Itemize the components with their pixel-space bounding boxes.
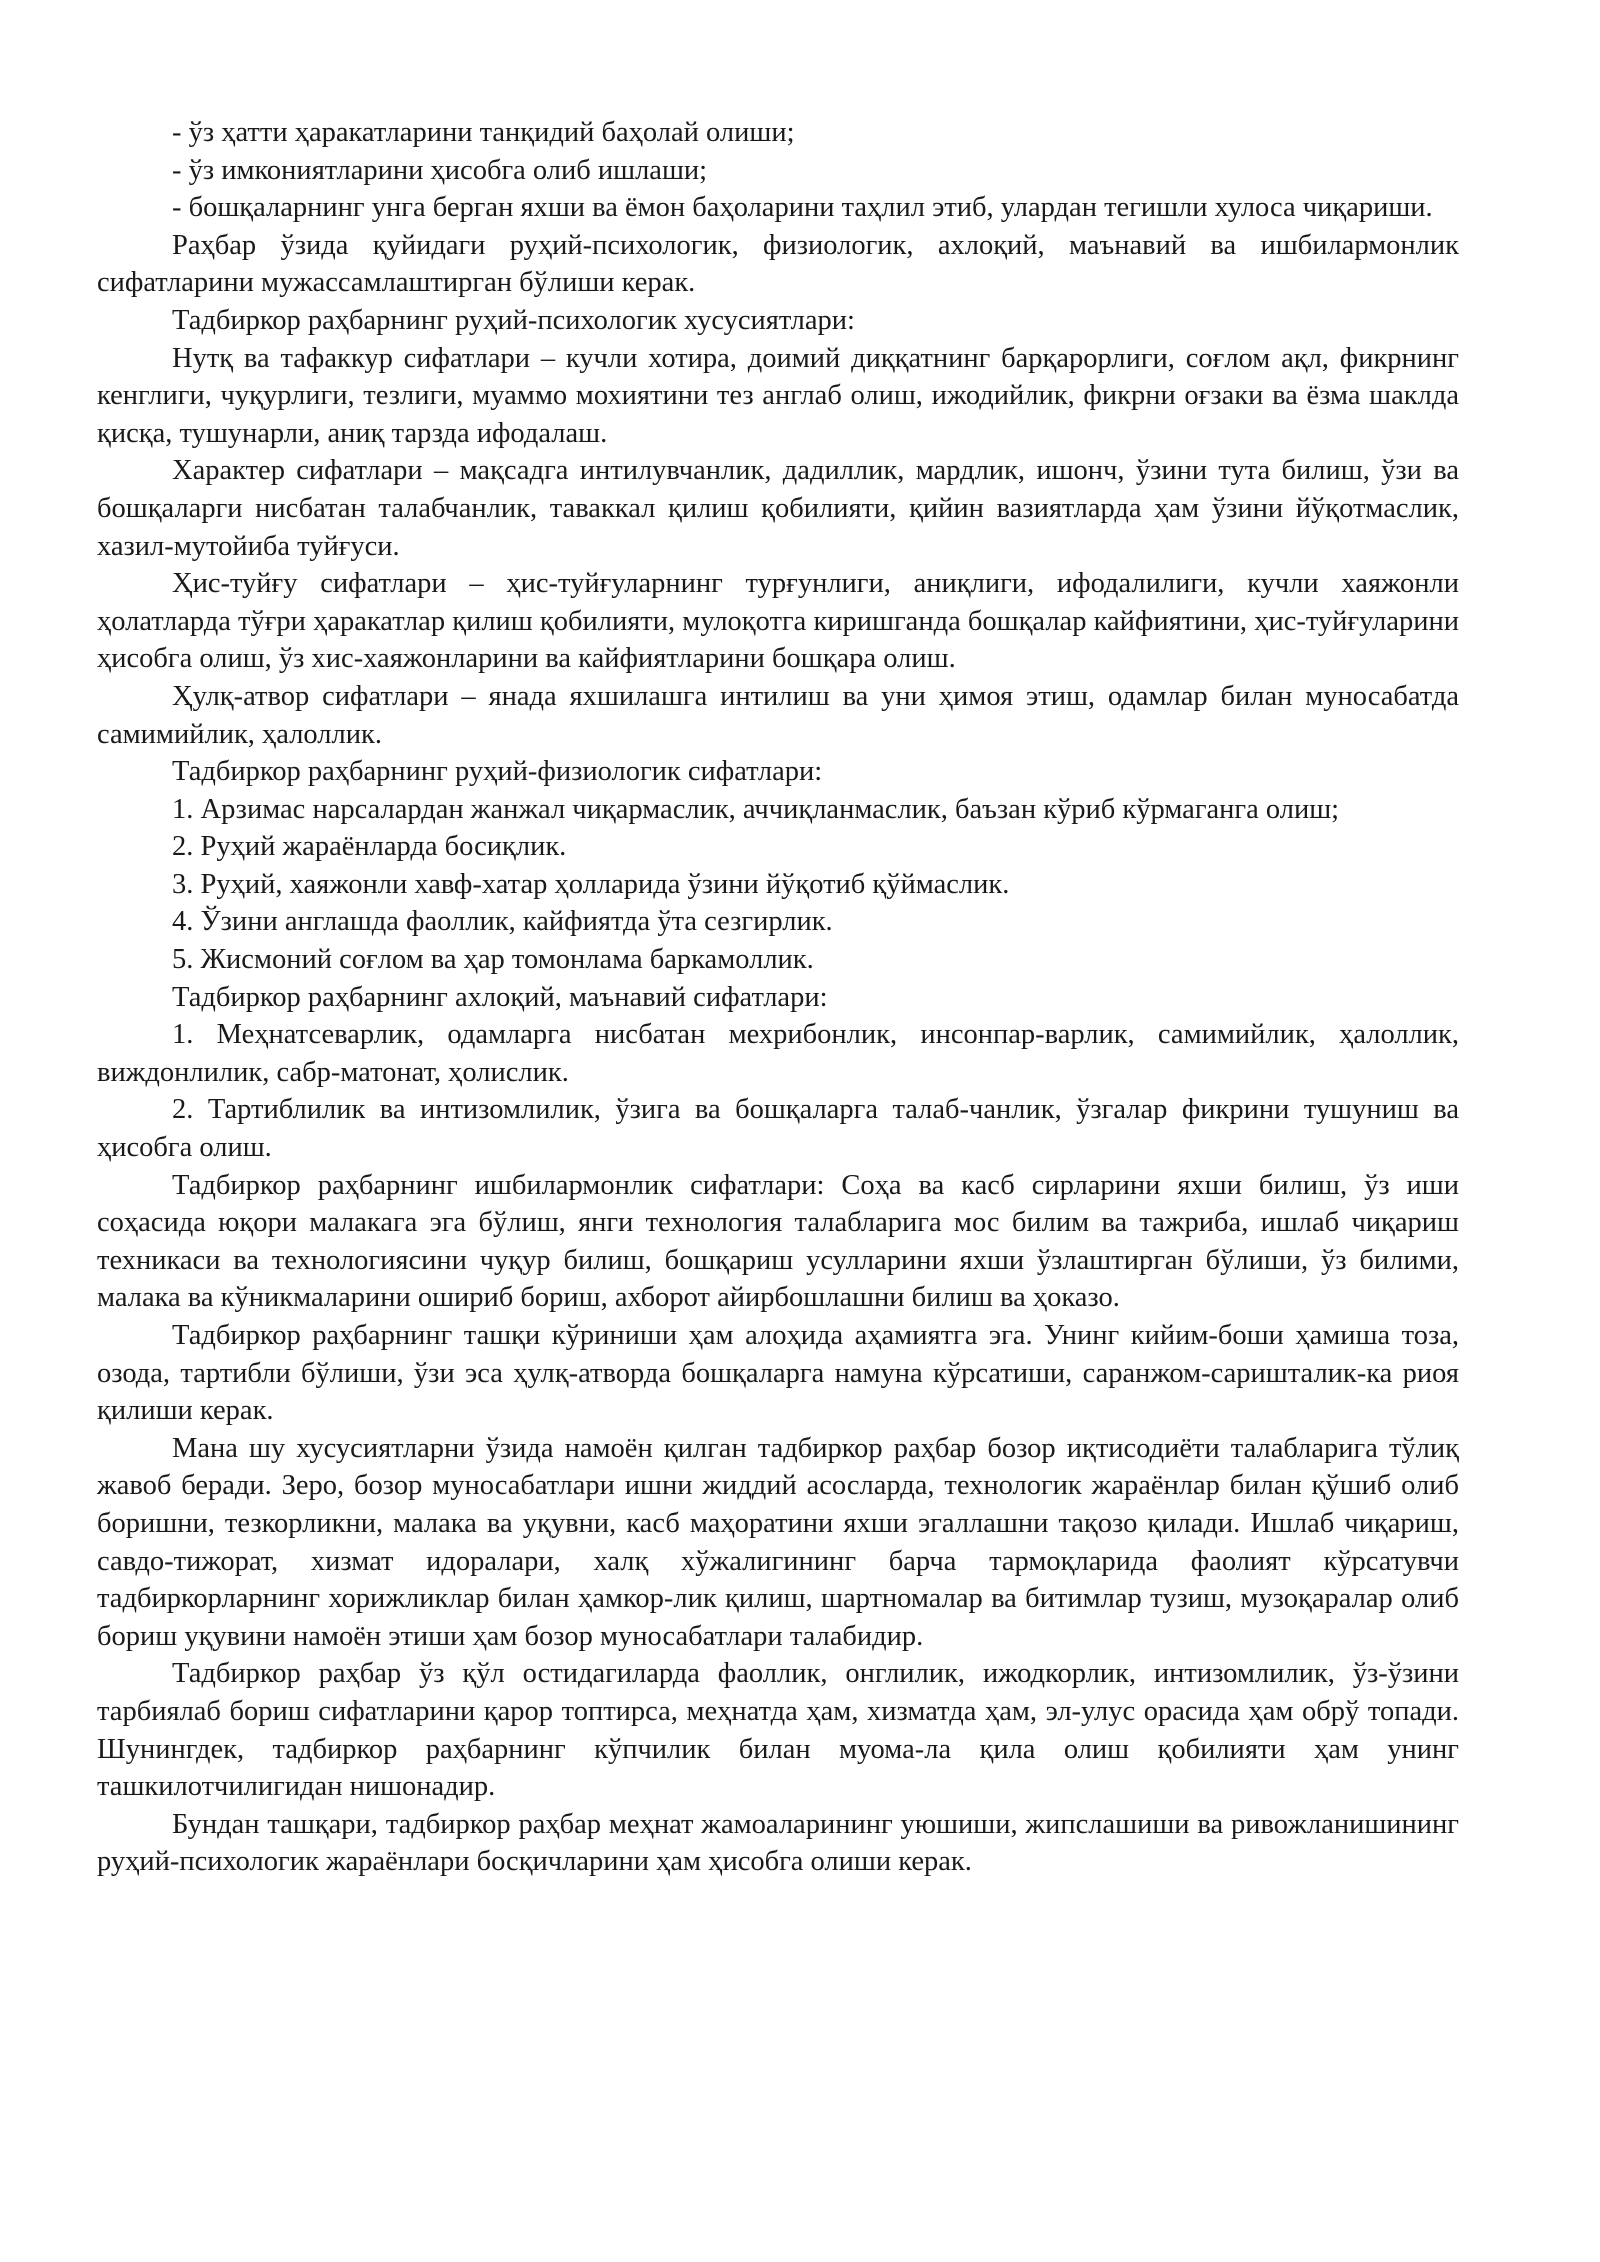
list-item: 5. Жисмоний соғлом ва ҳар томонлама баркамоллик.: [172, 944, 814, 976]
paragraph: Тадбиркор раҳбарнинг ташқи кўриниши ҳам алоҳида аҳамиятга эга. Унинг кийим-боши ҳамиша тоза, озода, тартибли бўлиши, ўзи эса ҳулқ-атворда бошқаларга намуна кўрсатиши, саранжом-саришталик-ка риоя қилиши керак.: [97, 1320, 1459, 1427]
list-item: 1. Арзимас нарсалардан жанжал чиқармаслик, аччиқланмаслик, баъзан кўриб кўрмаганга олиш;: [172, 793, 1340, 825]
list-item: 2. Тартиблилик ва интизомлилик, ўзига ва бошқаларга талаб-чанлик, ўзгалар фикрини тушуниш ва ҳисобга олиш.: [97, 1094, 1459, 1164]
paragraph: - ўз имкониятларини ҳисобга олиб ишлаши;: [172, 154, 708, 186]
paragraph: Раҳбар ўзида қуйидаги руҳий-психологик, физиологик, ахлоқий, маънавий ва ишбилармонлик сифатларини мужассамлаштирган бўлиши керак.: [97, 229, 1459, 299]
paragraph: Нутқ ва тафаккур сифатлари – кучли хотира, доимий диққатнинг барқарорлиги, соғлом ақл, фикрнинг кенглиги, чуқурлиги, тезлиги, муаммо мохиятини тез англаб олиш, ижодийлик, фикрни оғзаки ва ёзма шаклда қисқа, тушунарли, аниқ тарзда ифодалаш.: [97, 342, 1459, 449]
list-item: 4. Ўзини англашда фаоллик, кайфиятда ўта сезгирлик.: [172, 906, 833, 938]
paragraph: Ҳис-туйғу сифатлари – ҳис-туйғуларнинг турғунлиги, аниқлиги, ифодалилиги, кучли хаяжонли ҳолатларда тўғри ҳаракатлар қилиш қобилияти, мулоқотга киришганда бошқалар кайфиятини, ҳис-туйғуларини ҳисобга олиш, ўз хис-хаяжонларини ва кайфиятларини бошқара олиш.: [97, 568, 1459, 675]
document-body: [97, 114, 1459, 1881]
paragraph: Тадбиркор раҳбарнинг ишбилармонлик сифатлари: Соҳа ва касб сирларини яхши билиш, ўз иши соҳасида юқори малакага эга бўлиш, янги технология талабларига мос билим ва тажриба, ишлаб чиқариш техникаси ва технологиясини чуқур билиш, бошқариш усулларини яхши ўзлаштирган бўлиши, ўз билими, малака ва кўникмаларини ошириб бориш, ахборот айирбошлашни билиш ва ҳоказо.: [97, 1169, 1459, 1314]
paragraph: - бошқаларнинг унга берган яхши ва ёмон баҳоларини таҳлил этиб, улардан тегишли хулоса чиқариши.: [172, 192, 1433, 224]
paragraph: Характер сифатлари – мақсадга интилувчанлик, дадиллик, мардлик, ишонч, ўзини тута билиш, ўзи ва бошқаларги нисбатан талабчанлик, таваккал қилиш қобилияти, қийин вазиятларда ҳам ўзини йўқотмаслик, хазил-мутойиба туйғуси.: [97, 455, 1459, 562]
paragraph: Тадбиркор раҳбарнинг руҳий-физиологик сифатлари:: [172, 756, 823, 788]
paragraph: Тадбиркор раҳбарнинг руҳий-психологик хусусиятлари:: [172, 304, 855, 336]
list-item: 1. Меҳнатсеварлик, одамларга нисбатан мехрибонлик, инсонпар-варлик, самимийлик, ҳалоллик, виждонлилик, сабр-матонат, ҳолислик.: [97, 1019, 1459, 1088]
paragraph: Тадбиркор раҳбар ўз қўл остидагиларда фаоллик, онглилик, ижодкорлик, интизомлилик, ўз-ўзини тарбиялаб бориш сифатларини қарор топтирса, меҳнатда ҳам, хизматда ҳам, эл-улус орасида ҳам обрў топади. Шунингдек, тадбиркор раҳбарнинг кўпчилик билан муома-ла қила олиш қобилияти ҳам унинг ташкилотчилигидан нишонадир.: [97, 1658, 1459, 1803]
list-item: 3. Руҳий, хаяжонли хавф-хатар ҳолларида ўзини йўқотиб қўймаслик.: [172, 868, 1010, 900]
list-item: 2. Руҳий жараёнларда босиқлик.: [172, 831, 567, 863]
paragraph: Мана шу хусусиятларни ўзида намоён қилган тадбиркор раҳбар бозор иқтисодиёти талабларига тўлиқ жавоб беради. Зеро, бозор муносабатлари ишни жиддий асосларда, технологик жараёнлар билан қўшиб олиб боришни, тезкорликни, малака ва уқувни, касб маҳоратини яхши эгаллашни тақозо қилади. Ишлаб чиқариш, савдо-тижорат, хизмат идоралари, халқ хўжалигининг барча тармоқларида фаолият кўрсатувчи тадбиркорларнинг хорижликлар билан ҳамкор-лик қилиш, шартномалар ва битимлар тузиш, музоқаралар олиб бориш уқувини намоён этиши ҳам бозор муносабатлари талабидир.: [97, 1432, 1459, 1652]
paragraph: Тадбиркор раҳбарнинг ахлоқий, маънавий сифатлари:: [172, 981, 828, 1013]
paragraph: Ҳулқ-атвор сифатлари – янада яхшилашга интилиш ва уни ҳимоя этиш, одамлар билан муносабатда самимийлик, ҳалоллик.: [97, 680, 1459, 750]
paragraph: Бундан ташқари, тадбиркор раҳбар меҳнат жамоаларининг уюшиши, жипслашиши ва ривожланишининг руҳий-психологик жараёнлари босқичларини ҳам ҳисобга олиши керак.: [97, 1808, 1459, 1878]
paragraph: - ўз ҳатти ҳаракатларини танқидий баҳолай олиши;: [172, 117, 795, 148]
